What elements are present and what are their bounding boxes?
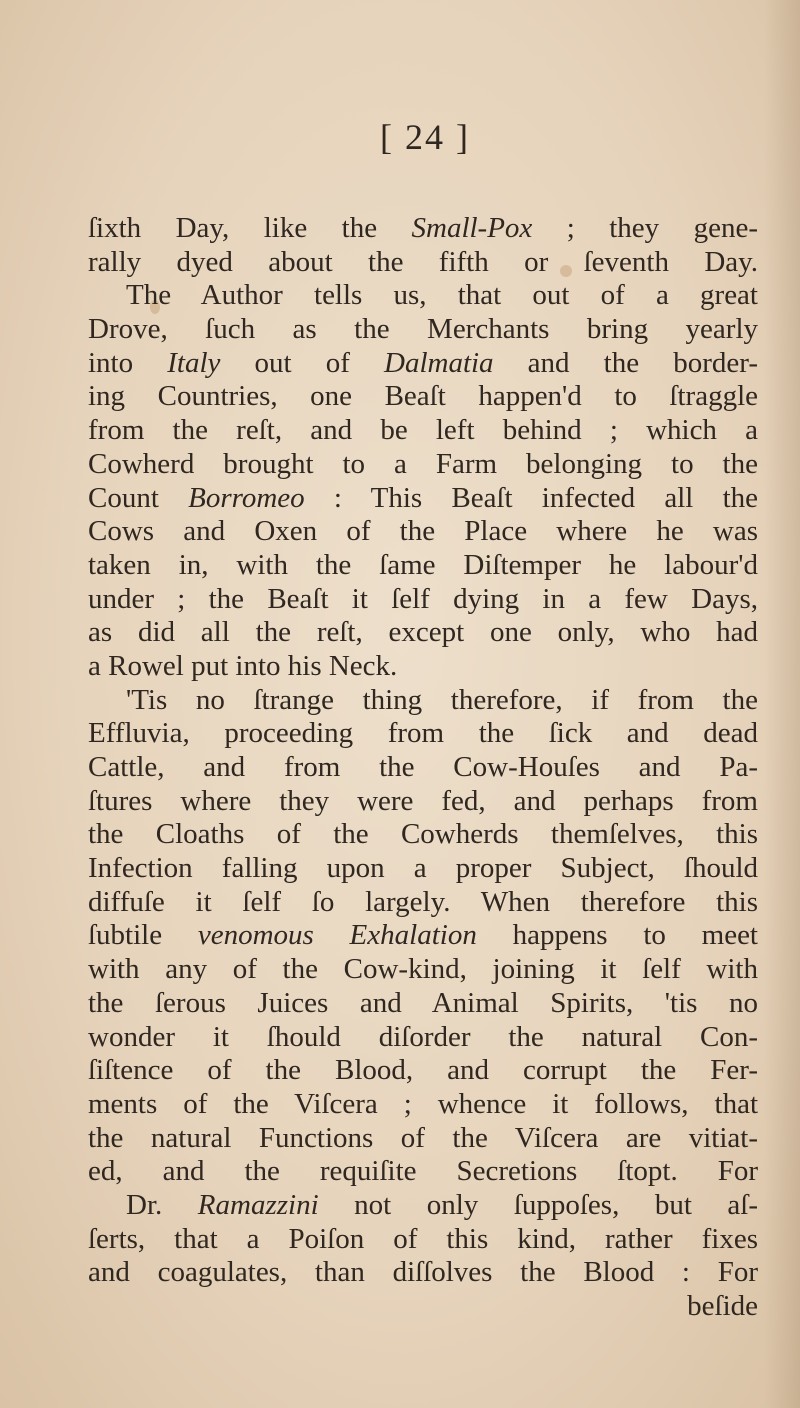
text-line — [88, 246, 758, 280]
text-segment: Cattle, and from the Cow-Houſes and Pa- — [88, 751, 758, 783]
text-segment: ſerts, that a Poiſon of this kind, rather fixes — [88, 1222, 758, 1255]
text-line — [88, 1256, 758, 1290]
text-segment: Cows and Oxen of the Place where he was — [88, 515, 758, 548]
text-segment: out of — [220, 346, 384, 379]
italic-text-segment: Borromeo — [188, 481, 305, 514]
text-line — [88, 684, 758, 718]
text-segment: ſixth Day, like the — [88, 212, 412, 244]
text-line — [88, 482, 758, 516]
page-edge-shadow — [764, 0, 800, 1408]
text-segment: wonder it ſhould diſorder the natural Con- — [88, 1020, 758, 1053]
text-segment: as did all the reſt, except one only, who had — [88, 616, 758, 649]
text-line — [88, 1122, 758, 1156]
text-line — [88, 650, 758, 684]
text-segment: into — [88, 346, 168, 379]
text-segment: The Author tells us, that out of a great — [126, 279, 758, 312]
text-segment: the ſerous Juices and Animal Spirits, 'tis no — [88, 986, 758, 1019]
text-line — [88, 279, 758, 313]
text-segment: ; they gene- — [532, 212, 758, 244]
text-line — [88, 380, 758, 414]
text-segment: Effluvia, proceeding from the ſick and dead — [88, 717, 758, 750]
text-segment: Dr. — [126, 1188, 198, 1221]
text-segment: ed, and the requiſite Secretions ſtopt. For — [88, 1155, 758, 1188]
catchword — [88, 1290, 758, 1324]
italic-text-segment: Ramazzini — [197, 1188, 319, 1221]
text-segment: Count — [88, 481, 189, 514]
text-segment: a Rowel put into his Neck. — [88, 649, 398, 682]
text-line — [88, 313, 758, 347]
text-segment: Infection falling upon a proper Subject, ſhould — [88, 852, 758, 885]
text-line — [88, 818, 758, 852]
text-line — [88, 751, 758, 785]
text-segment: : This Beaſt infected all the — [304, 481, 759, 514]
text-line — [88, 1088, 758, 1122]
text-segment: Drove, ſuch as the Merchants bring yearly — [88, 313, 758, 346]
text-segment: ſiſtence of the Blood, and corrupt the Fer- — [88, 1054, 758, 1087]
text-segment: the Cloaths of the Cowherds themſelves, this — [88, 818, 758, 851]
text-line — [88, 852, 758, 886]
text-line — [88, 549, 758, 583]
text-line — [88, 1189, 758, 1223]
text-segment: beſide — [687, 1290, 758, 1322]
text-segment: 'Tis no ſtrange thing therefore, if from the — [126, 683, 758, 716]
text-line — [88, 1054, 758, 1088]
text-line — [88, 448, 758, 482]
text-line — [88, 1223, 758, 1257]
text-segment: ing Countries, one Beaſt happen'd to ſtraggle — [88, 380, 758, 413]
text-segment: ments of the Viſcera ; whence it follows, that — [88, 1087, 758, 1120]
text-line — [88, 717, 758, 751]
text-segment: ſubtile — [88, 919, 198, 952]
text-segment: not only ſuppoſes, but aſ- — [318, 1188, 759, 1221]
text-line — [88, 1155, 758, 1189]
text-segment: and the border- — [493, 346, 758, 379]
text-line — [88, 515, 758, 549]
italic-text-segment: Dalmatia — [384, 346, 494, 379]
italic-text-segment: Italy — [167, 346, 221, 379]
text-line — [88, 347, 758, 381]
italic-text-segment: venomous Exhalation — [197, 919, 477, 952]
text-line — [88, 987, 758, 1021]
text-segment: Cowherd brought to a Farm belonging to the — [88, 447, 758, 480]
text-line — [88, 953, 758, 987]
text-line — [88, 785, 758, 819]
text-segment: diffuſe it ſelf ſo largely. When therefore this — [88, 885, 758, 918]
text-segment: under ; the Beaſt it ſelf dying in a few Days, — [88, 582, 758, 615]
text-segment: happens to meet — [476, 919, 758, 952]
body-text — [88, 212, 758, 1324]
text-line — [88, 919, 758, 953]
text-line — [88, 616, 758, 650]
text-line — [88, 414, 758, 448]
text-segment: taken in, with the ſame Diſtemper he labour'd — [88, 548, 758, 581]
text-line — [88, 886, 758, 920]
italic-text-segment: Small-Pox — [411, 212, 533, 244]
text-segment: rally dyed about the fifth or ſeventh Day. — [88, 245, 758, 278]
text-line — [88, 212, 758, 246]
text-segment: from the reſt, and be left behind ; which a — [88, 414, 758, 447]
page-number: [ 24 ] — [380, 117, 470, 157]
text-segment: with any of the Cow-kind, joining it ſelf with — [88, 953, 758, 986]
text-line — [88, 1021, 758, 1055]
text-segment: the natural Functions of the Viſcera are vitiat- — [88, 1121, 758, 1154]
text-segment: and coagulates, than diſſolves the Blood : For — [88, 1256, 758, 1289]
text-line — [88, 583, 758, 617]
text-segment: ſtures where they were fed, and perhaps from — [88, 784, 758, 817]
